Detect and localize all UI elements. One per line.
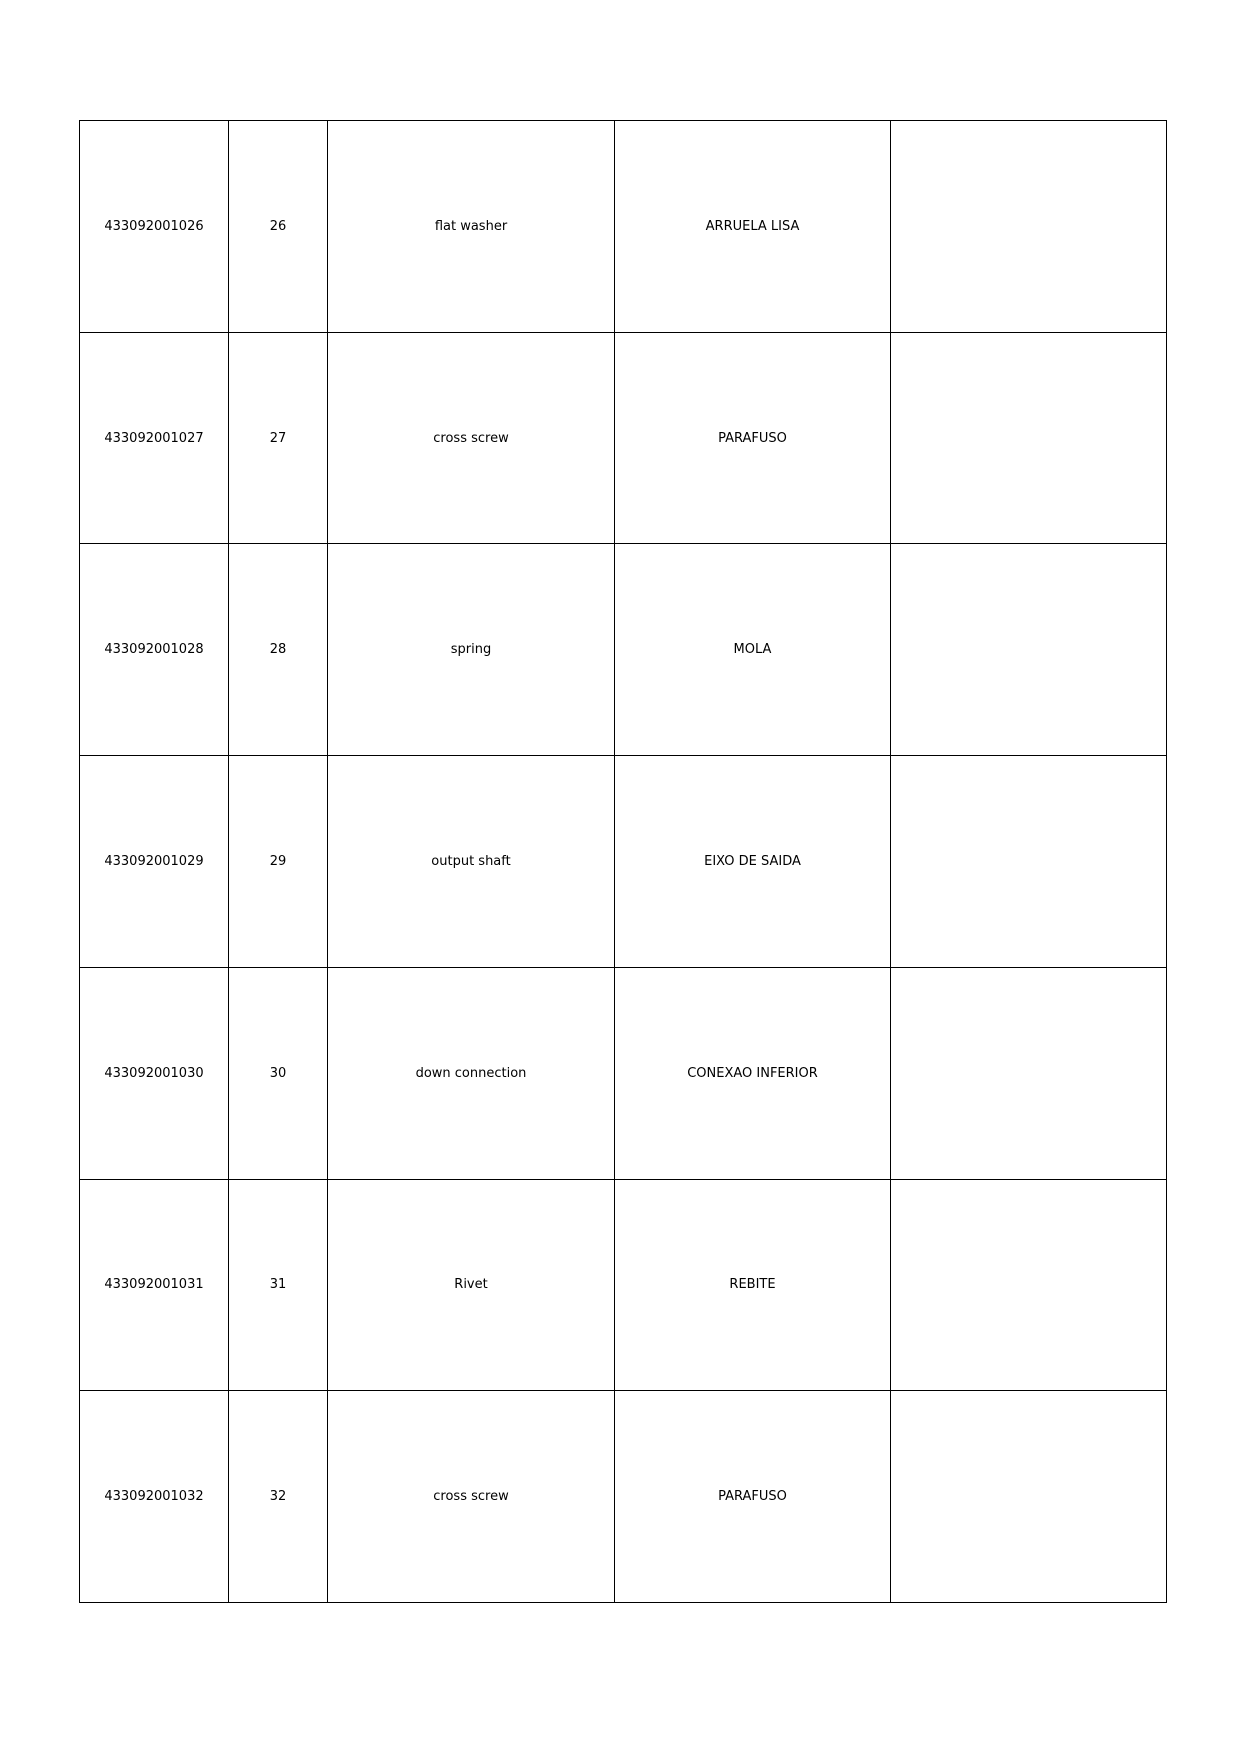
part-extra-cell: [891, 1391, 1167, 1603]
part-name-portuguese-cell: PARAFUSO: [615, 1391, 891, 1603]
part-code-cell: 433092001027: [80, 332, 229, 544]
part-extra-cell: [891, 756, 1167, 968]
part-number-cell: 27: [229, 332, 328, 544]
part-extra-cell: [891, 544, 1167, 756]
table-row: [80, 967, 1167, 1179]
part-extra-cell: [891, 1179, 1167, 1391]
part-code-cell: 433092001030: [80, 967, 229, 1179]
table-row: [80, 332, 1167, 544]
table-row: [80, 1391, 1167, 1603]
parts-table: [79, 120, 1167, 1603]
part-code-cell: 433092001029: [80, 756, 229, 968]
parts-table-body: [80, 121, 1167, 1603]
table-row: [80, 1179, 1167, 1391]
table-row: [80, 544, 1167, 756]
part-name-english-cell: cross screw: [328, 332, 615, 544]
part-code-cell: 433092001026: [80, 121, 229, 333]
part-name-english-cell: output shaft: [328, 756, 615, 968]
part-name-english-cell: spring: [328, 544, 615, 756]
part-number-cell: 26: [229, 121, 328, 333]
part-name-english-cell: cross screw: [328, 1391, 615, 1603]
part-name-english-cell: Rivet: [328, 1179, 615, 1391]
part-name-english-cell: flat washer: [328, 121, 615, 333]
part-name-portuguese-cell: ARRUELA LISA: [615, 121, 891, 333]
table-row: [80, 756, 1167, 968]
part-number-cell: 29: [229, 756, 328, 968]
part-number-cell: 28: [229, 544, 328, 756]
part-number-cell: 32: [229, 1391, 328, 1603]
part-code-cell: 433092001031: [80, 1179, 229, 1391]
part-name-portuguese-cell: REBITE: [615, 1179, 891, 1391]
part-name-english-cell: down connection: [328, 967, 615, 1179]
part-code-cell: 433092001032: [80, 1391, 229, 1603]
part-number-cell: 30: [229, 967, 328, 1179]
part-extra-cell: [891, 967, 1167, 1179]
part-extra-cell: [891, 332, 1167, 544]
table-row: [80, 121, 1167, 333]
part-name-portuguese-cell: PARAFUSO: [615, 332, 891, 544]
part-code-cell: 433092001028: [80, 544, 229, 756]
part-name-portuguese-cell: CONEXAO INFERIOR: [615, 967, 891, 1179]
part-name-portuguese-cell: MOLA: [615, 544, 891, 756]
part-extra-cell: [891, 121, 1167, 333]
part-name-portuguese-cell: EIXO DE SAIDA: [615, 756, 891, 968]
part-number-cell: 31: [229, 1179, 328, 1391]
